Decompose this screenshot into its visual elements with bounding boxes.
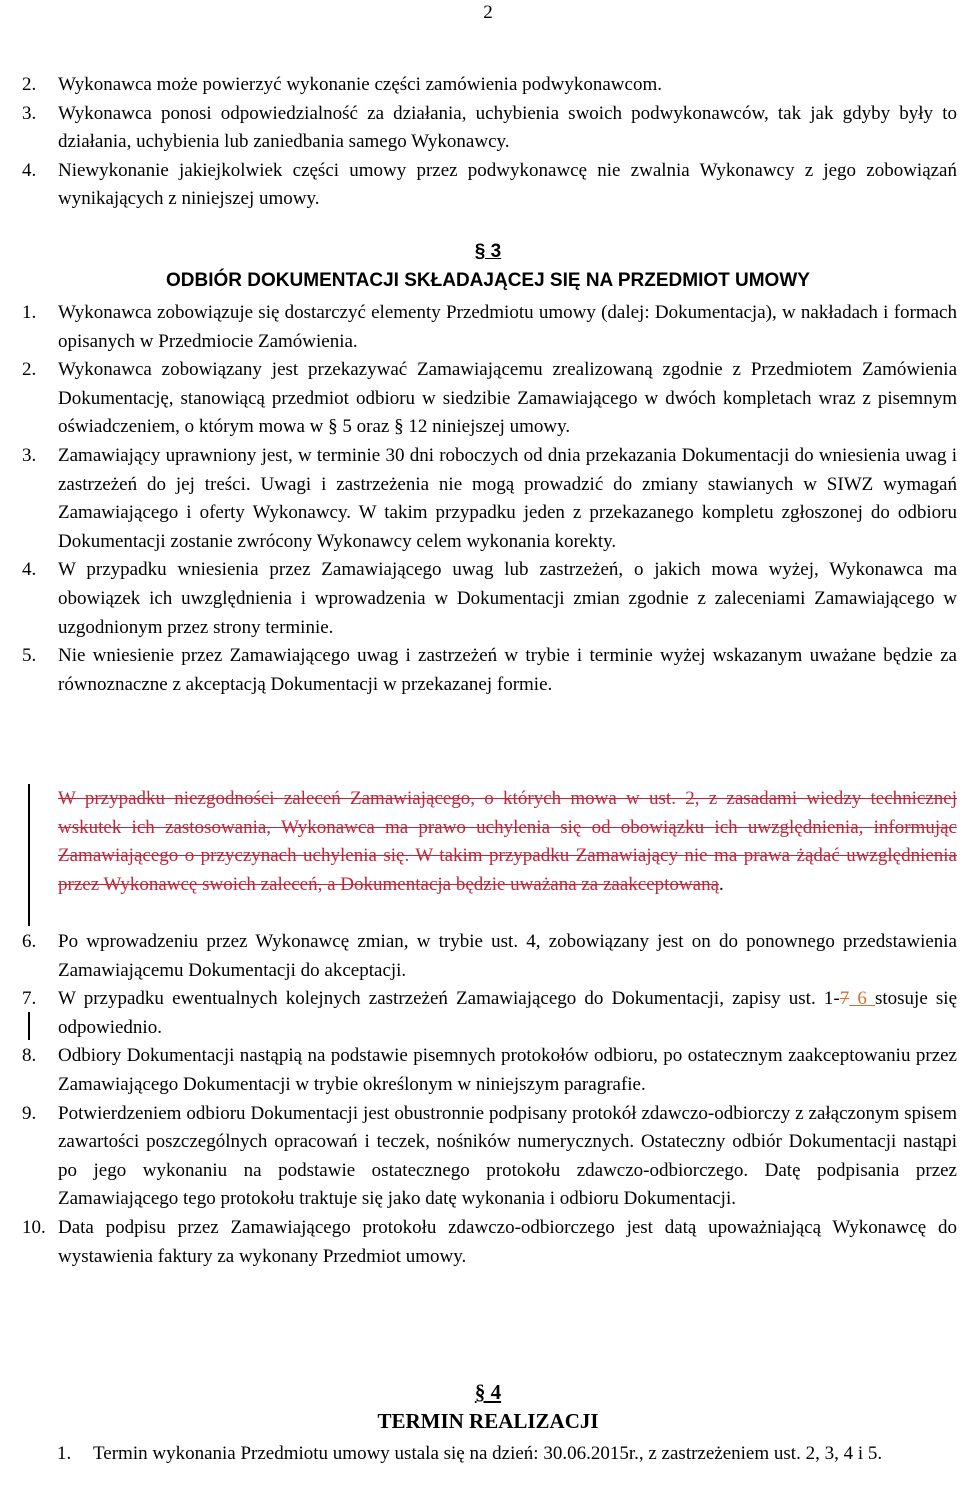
deleted-text-end: . bbox=[719, 873, 724, 895]
item-text: Potwierdzeniem odbioru Dokumentacji jest obustronnie podpisany protokół zdawczo-odbiorczy z załączonym spisem zawartości poszczególnych opracowań i teczek, nośników numerycznych. Ostateczny odbiór Dokumentacji nastąpi po jego wykonaniu na podstawie ostatecznego protokołu zdawczo-odbiorczego. Datę podpisania przez Zamawiającego tego protokołu traktuje się jako datę wykonania i odbioru Dokumentacji. bbox=[58, 1102, 957, 1210]
list-top bbox=[22, 71, 957, 214]
list-item bbox=[22, 442, 957, 556]
item-number: 9. bbox=[22, 1102, 37, 1124]
item-number: 5. bbox=[22, 645, 37, 667]
item-text: Nie wniesienie przez Zamawiającego uwag i zastrzeżeń w trybie i terminie wyżej wskazanym uważane będzie za równoznaczne z akceptacją Dokumentacji w przekazanej formie. bbox=[58, 645, 957, 695]
inserted-number: 6 bbox=[849, 988, 875, 1010]
item-text: Wykonawca ponosi odpowiedzialność za działania, uchybienia swoich podwykonawców, tak jak gdyby były to działania, uchybienia lub zaniedbania samego Wykonawcy. bbox=[58, 102, 957, 153]
list-item bbox=[22, 985, 957, 1042]
section-3-list bbox=[22, 299, 957, 699]
section-3-title: ODBIÓR DOKUMENTACJI SKŁADAJĄCEJ SIĘ NA PRZEDMIOT UMOWY bbox=[166, 270, 810, 291]
list-item bbox=[22, 356, 957, 442]
item-number: 2. bbox=[22, 359, 37, 381]
list-item bbox=[22, 642, 957, 699]
item-text: Termin wykonania Przedmiotu umowy ustala się na dzień: 30.06.2015r., z zastrzeżeniem ust. 2, 3, 4 i 5. bbox=[93, 1443, 883, 1464]
item-text: Wykonawca może powierzyć wykonanie części zamówienia podwykonawcom. bbox=[58, 74, 662, 95]
item-text: Wykonawca zobowiązuje się dostarczyć elementy Przedmiotu umowy (dalej: Dokumentacja), w nakładach i formach opisanych w Przedmiocie Zamówienia. bbox=[58, 302, 957, 352]
item-number-empty bbox=[22, 785, 58, 899]
list-item bbox=[22, 157, 957, 214]
item-text: Data podpisu przez Zamawiającego protokołu zdawczo-odbiorczego jest datą upoważniającą Wykonawcę do wystawienia faktury za wykonany Przedmiot umowy. bbox=[58, 1216, 957, 1267]
list-item bbox=[22, 71, 957, 100]
list-item bbox=[22, 1214, 957, 1271]
item-number: 7. bbox=[22, 988, 37, 1010]
deleted-number: 7 bbox=[839, 988, 850, 1010]
item-number: 6. bbox=[22, 931, 37, 952]
section-4-title: TERMIN REALIZACJI bbox=[377, 1409, 599, 1433]
item-text: Zamawiający uprawniony jest, w terminie 30 dni roboczych od dnia przekazania Dokumentacji do wniesienia uwag i zastrzeżeń do jej treści. Uwagi i zastrzeżenia nie mogą prowadzić do zmiany stawianych w SIWZ wymagań Zamawiającego i oferty Wykonawcy. W takim przypadku jeden z przekazanego kompletu zgłoszonej do odbioru Dokumentacji zostanie zwrócony Wykonawcy celem wykonania korekty. bbox=[58, 444, 957, 552]
item-number: 3. bbox=[22, 444, 37, 466]
list-item bbox=[22, 928, 957, 985]
item-text: Odbiory Dokumentacji nastąpią na podstawie pisemnych protokołów odbioru, po ostatecznym zaakceptowaniu przez Zamawiającego Dokumentacji w trybie określonym w niniejszym paragrafie. bbox=[58, 1045, 957, 1095]
strikethrough-text: W przypadku niezgodności zaleceń Zamawiającego, o których mowa w ust. 2, z zasadami wiedzy technicznej wskutek ich zastosowania, Wykonawca ma prawo uchylenia się od obowiązku ich uwzględnienia, informując Zamawiającego o przyczynach uchylenia się. W takim przypadku Zamawiający nie ma prawa żądać uwzględnienia przez Wykonawcę swoich zaleceń, a Dokumentacja będzie uważana za zaakceptowaną bbox=[58, 788, 957, 895]
item-number: 1. bbox=[22, 302, 37, 323]
list-item bbox=[22, 1100, 957, 1214]
deleted-text bbox=[58, 785, 957, 899]
item-number: 4. bbox=[22, 159, 37, 181]
list-item bbox=[22, 556, 957, 642]
deleted-paragraph bbox=[22, 785, 957, 899]
list-item bbox=[22, 1042, 957, 1099]
item-text: Niewykonanie jakiejkolwiek części umowy przez podwykonawcę nie zwalnia Wykonawcy z jego zobowiązań wynikających z niniejszej umowy. bbox=[58, 159, 957, 210]
list-item bbox=[22, 100, 957, 157]
section-3-symbol: § 3 bbox=[474, 241, 502, 262]
item-text bbox=[58, 985, 957, 1042]
section-4-symbol: § 4 bbox=[474, 1380, 502, 1404]
item-number: 8. bbox=[22, 1045, 37, 1067]
section-4-list bbox=[57, 1440, 957, 1469]
item-text-b: stosuje się odpowiednio. bbox=[58, 988, 958, 1038]
item-number: 3. bbox=[22, 102, 37, 124]
item-text-a: W przypadku ewentualnych kolejnych zastrzeżeń Zamawiającego do Dokumentacji, zapisy ust. 1- bbox=[58, 988, 840, 1010]
list-item bbox=[22, 299, 957, 356]
item-number: 4. bbox=[22, 559, 37, 581]
item-number: 10. bbox=[22, 1216, 46, 1238]
item-text: Wykonawca zobowiązany jest przekazywać Zamawiającemu zrealizowaną zgodnie z Przedmiotem Zamówienia Dokumentację, stanowiącą przedmiot odbioru w siedzibie Zamawiającego w dwóch kompletach wraz z pisemnym oświadczeniem, o którym mowa w § 5 oraz § 12 niniejszej umowy. bbox=[58, 359, 957, 438]
deleted-block bbox=[22, 785, 957, 899]
list-item bbox=[57, 1440, 957, 1469]
item-number: 2. bbox=[22, 74, 37, 95]
item-number: 1. bbox=[57, 1443, 72, 1464]
page-number: 2 bbox=[483, 2, 493, 23]
section-3-list-continued bbox=[22, 928, 957, 1271]
item-text: W przypadku wniesienia przez Zamawiającego uwag lub zastrzeżeń, o jakich mowa wyżej, Wykonawca ma obowiązek ich uwzględnienia i wprowadzenia w Dokumentacji zmian zgodnie z zaleceniami Zamawiającego w uzgodnionym przez strony terminie. bbox=[58, 559, 957, 638]
item-text: Po wprowadzeniu przez Wykonawcę zmian, w trybie ust. 4, zobowiązany jest on do ponownego przedstawienia Zamawiającemu Dokumentacji do akceptacji. bbox=[58, 931, 957, 981]
